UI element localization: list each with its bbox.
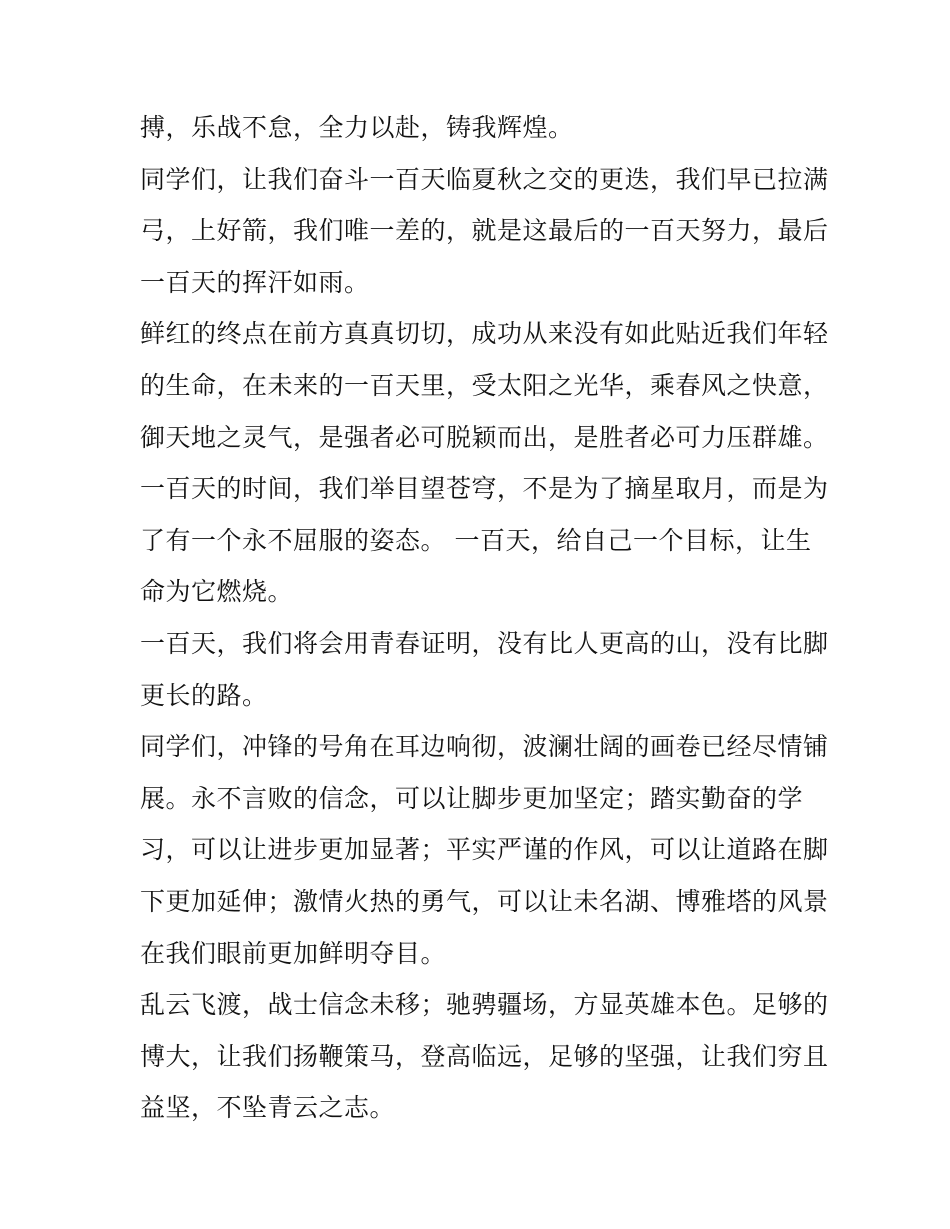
text-line: 一百天，我们将会用青春证明，没有比人更高的山，没有比脚	[140, 628, 829, 658]
text-line: 御天地之灵气，是强者必可脱颖而出，是胜者必可力压群雄。	[140, 422, 829, 452]
paragraph	[140, 308, 829, 463]
text-line: 益坚，不坠青云之志。	[140, 1093, 396, 1123]
text-line: 展。永不言败的信念，可以让脚步更加坚定；踏实勤奋的学	[140, 783, 804, 813]
text-line: 一百天的时间，我们举目望苍穹，不是为了摘星取月，而是为	[140, 474, 829, 504]
text-line: 一百天的挥汗如雨。	[140, 267, 370, 297]
text-line: 了有一个永不屈服的姿态。 一百天，给自己一个目标，让生	[140, 525, 812, 555]
text-line: 同学们，让我们奋斗一百天临夏秋之交的更迭，我们早已拉满	[140, 164, 829, 194]
paragraph	[140, 102, 820, 154]
text-line: 习，可以让进步更加显著；平实严谨的作风，可以让道路在脚	[140, 835, 829, 865]
text-line: 更长的路。	[140, 680, 268, 710]
text-line: 同学们，冲锋的号角在耳边响彻，波澜壮阔的画卷已经尽情铺	[140, 732, 829, 762]
text-line: 在我们眼前更加鲜明夺目。	[140, 938, 447, 968]
document-body	[140, 102, 829, 1134]
paragraph	[140, 979, 829, 1134]
text-line: 搏，乐战不怠，全力以赴，铸我辉煌。	[140, 113, 574, 142]
paragraph	[140, 618, 829, 721]
text-line: 博大，让我们扬鞭策马，登高临远，足够的坚强，让我们穷且	[140, 1041, 829, 1071]
text-line: 弓，上好箭，我们唯一差的，就是这最后的一百天努力，最后	[140, 216, 829, 246]
text-line: 命为它燃烧。	[140, 577, 294, 607]
text-line: 乱云飞渡，战士信念未移；驰骋疆场，方显英雄本色。足够的	[140, 990, 829, 1020]
text-line: 鲜红的终点在前方真真切切，成功从来没有如此贴近我们年轻	[140, 319, 829, 349]
paragraph	[140, 721, 829, 979]
paragraph	[140, 463, 829, 618]
text-line: 的生命，在未来的一百天里，受太阳之光华，乘春风之快意，	[140, 370, 829, 400]
text-line: 下更加延伸；激情火热的勇气，可以让未名湖、博雅塔的风景	[140, 886, 829, 916]
paragraph	[140, 154, 829, 309]
